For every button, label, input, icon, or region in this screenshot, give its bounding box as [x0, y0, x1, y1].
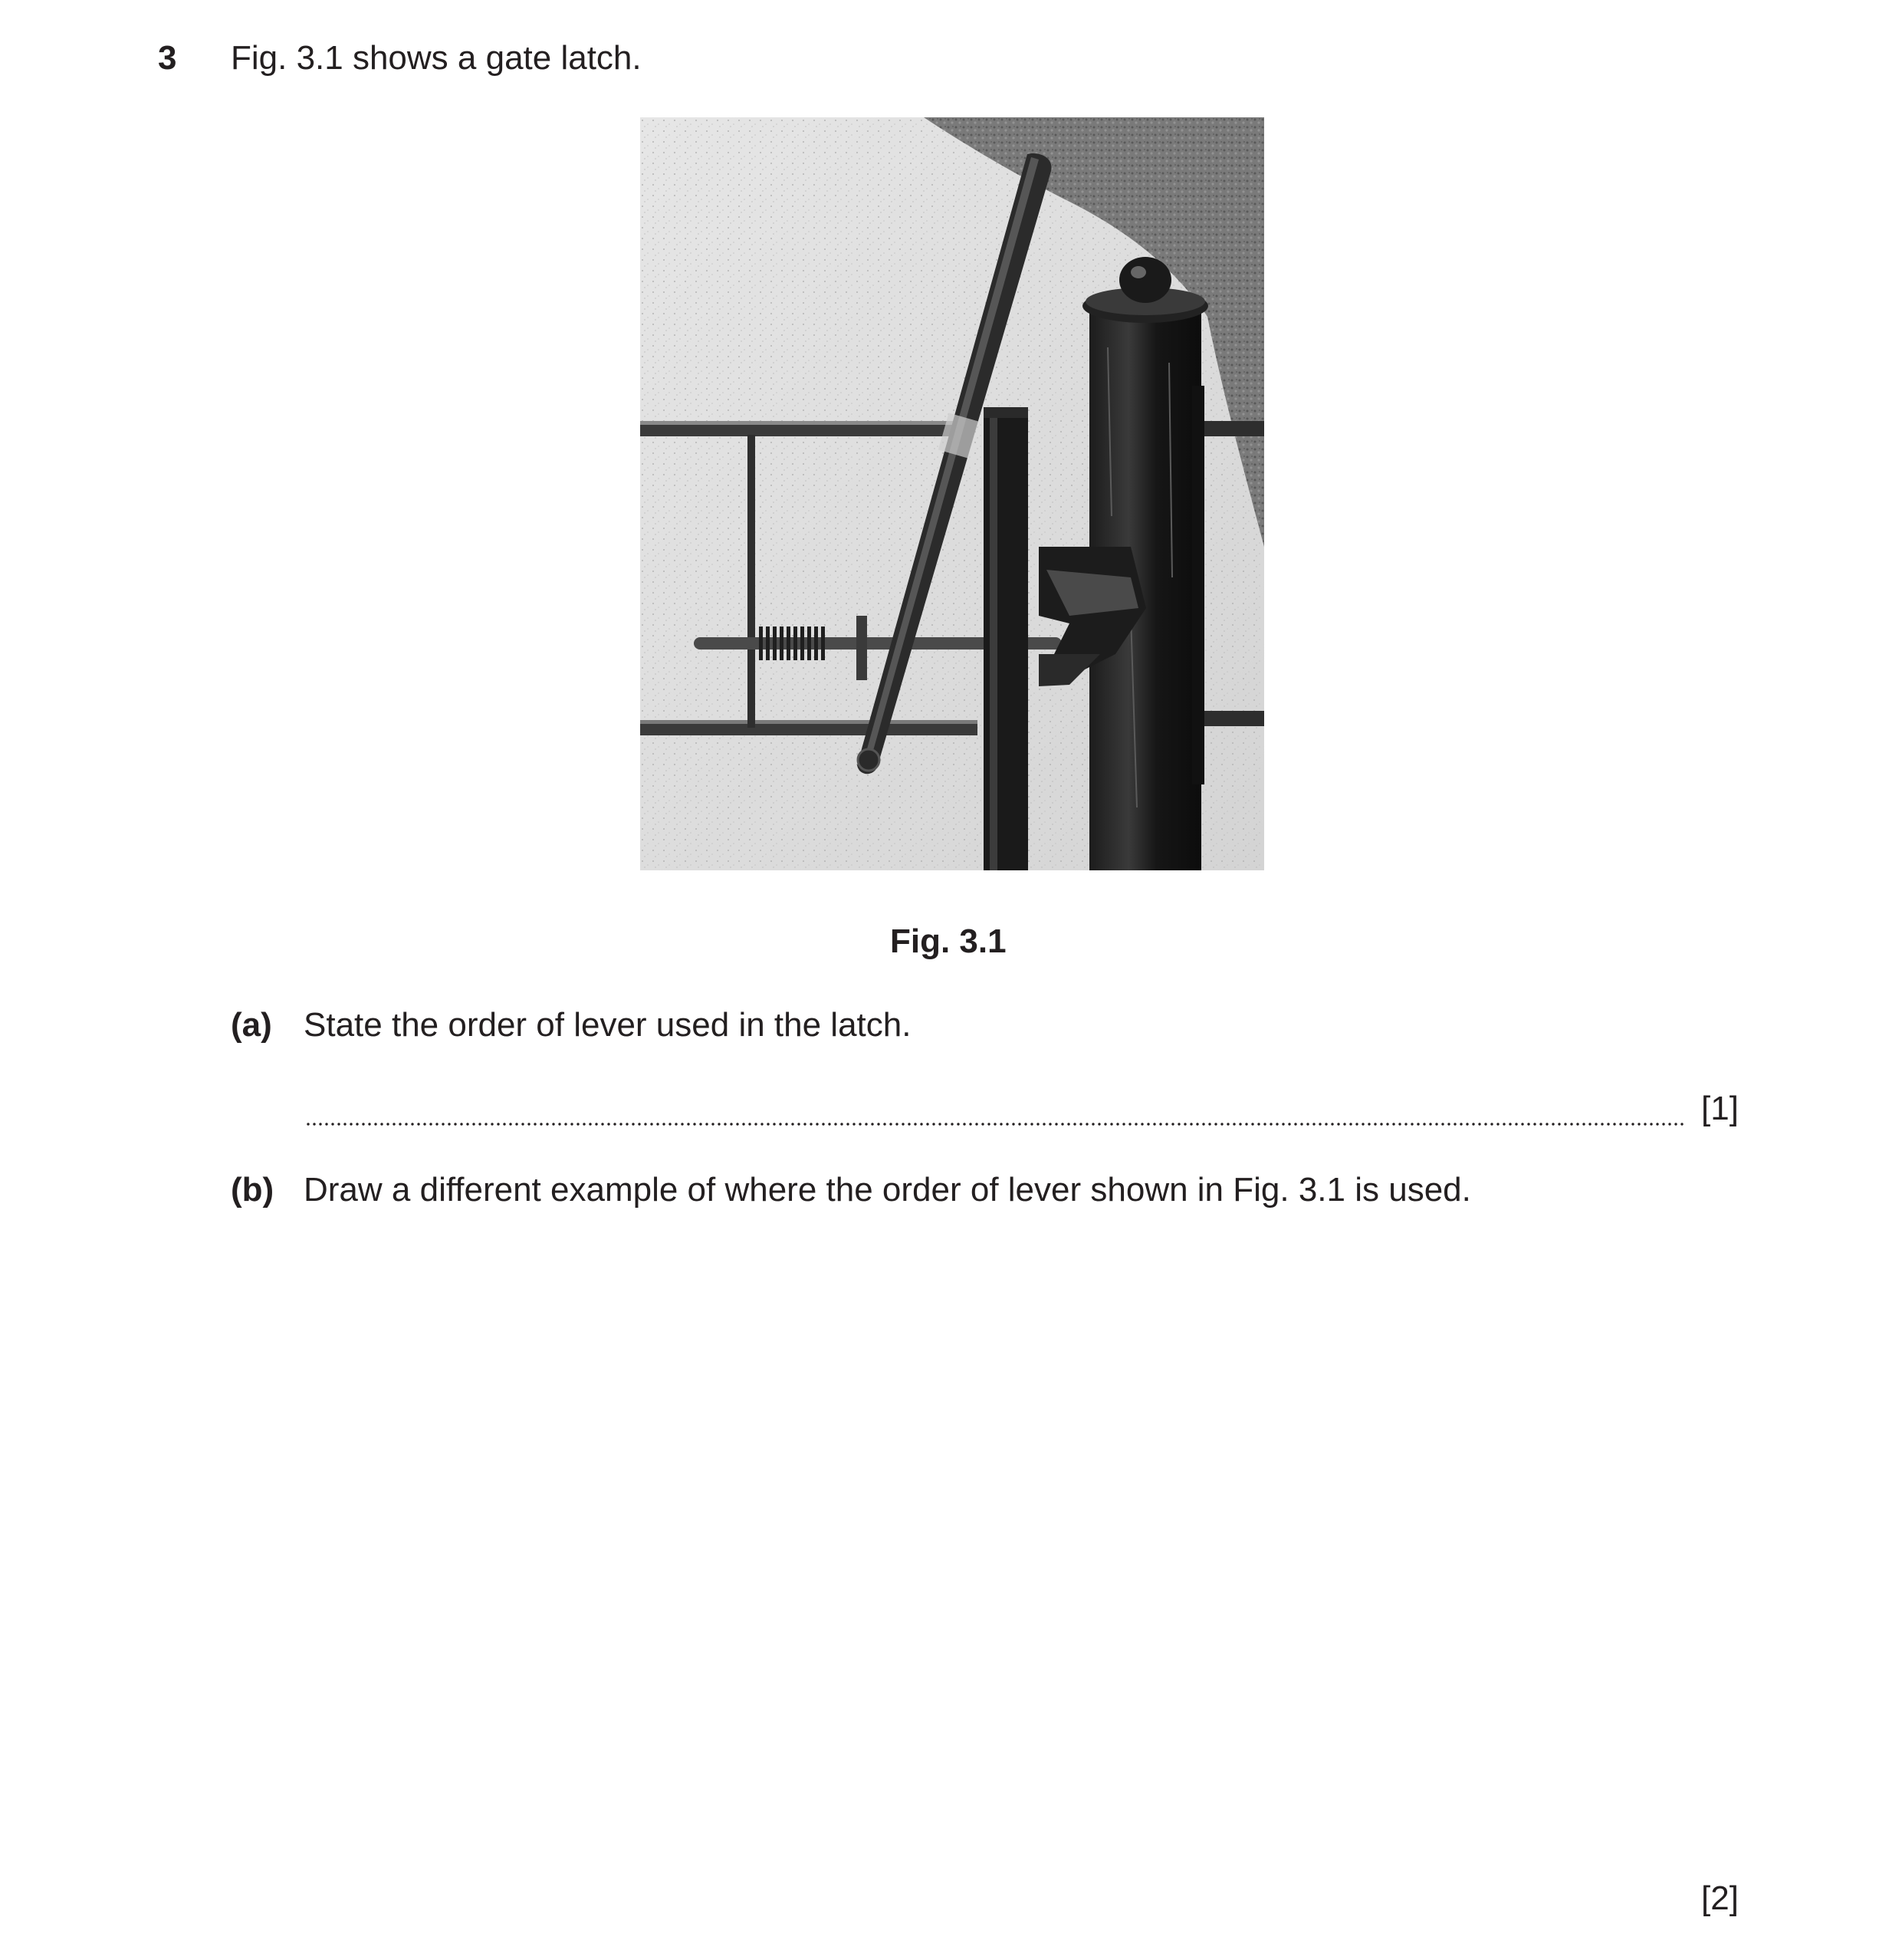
- part-b-text: Draw a different example of where the order of lever shown in Fig. 3.1 is used.: [304, 1171, 1471, 1209]
- drawing-area[interactable]: [304, 1227, 1745, 1863]
- question-number: 3: [158, 39, 177, 77]
- part-a-label: (a): [231, 1006, 272, 1044]
- part-a-text: State the order of lever used in the latch.: [304, 1006, 912, 1044]
- gate-thin-upright: [747, 435, 755, 728]
- gate-latch-photo: [640, 117, 1264, 870]
- spring-stop-plate: [856, 616, 867, 680]
- part-b-label: (b): [231, 1171, 274, 1209]
- question-intro: Fig. 3.1 shows a gate latch.: [231, 39, 642, 77]
- figure-caption: Fig. 3.1: [890, 922, 1007, 960]
- part-a-marks: [1]: [1701, 1090, 1739, 1127]
- part-b-marks: [2]: [1701, 1879, 1739, 1917]
- answer-line-a[interactable]: [305, 1121, 1685, 1127]
